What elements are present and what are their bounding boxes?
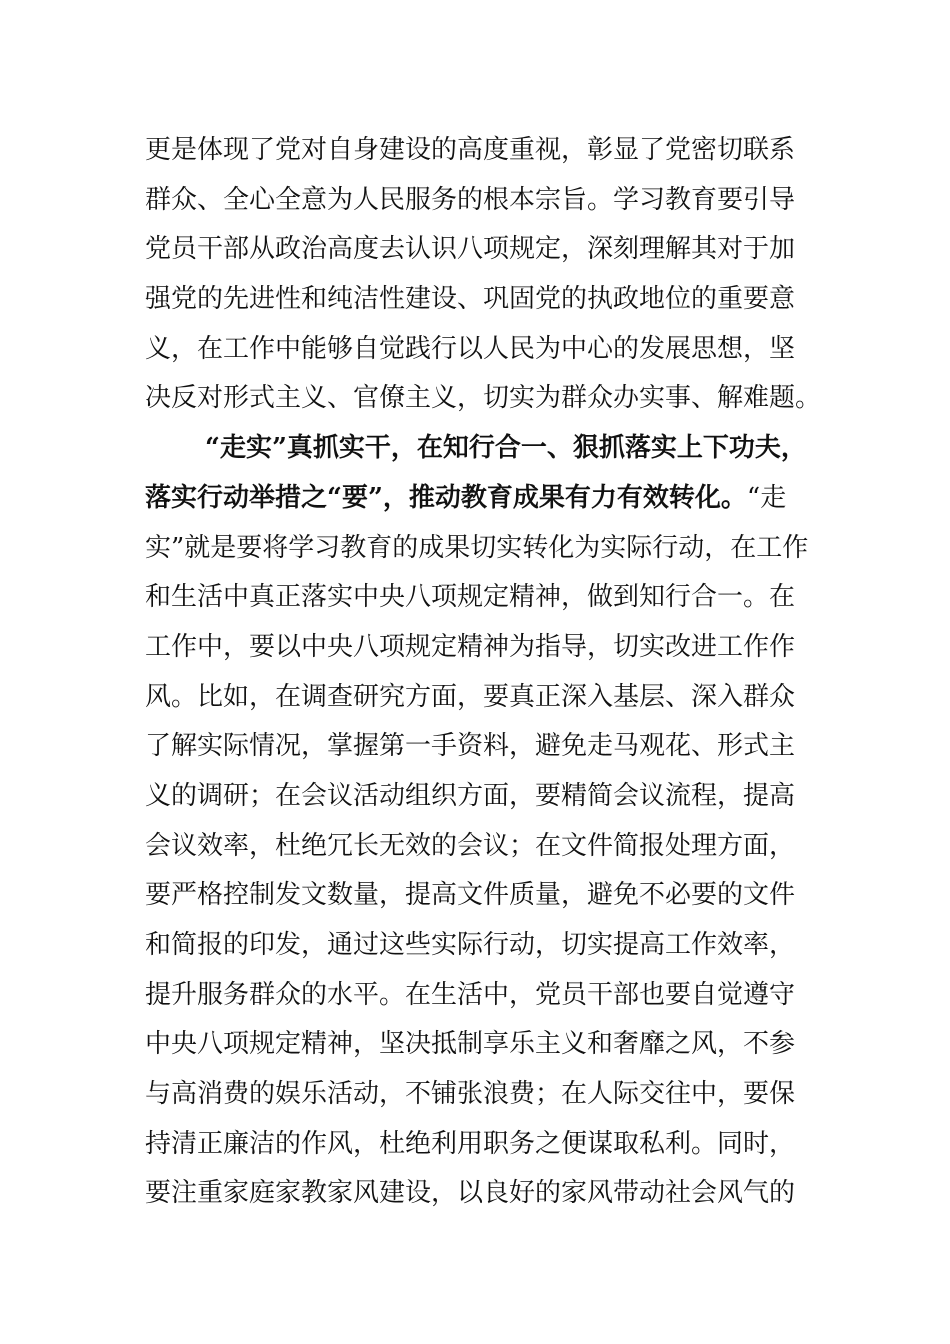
text-line: 决反对形式主义、官僚主义，切实为群众办实事、解难题。 [145, 383, 822, 414]
text-line: 风。比如，在调查研究方面，要真正深入基层、深入群众 [145, 681, 796, 712]
bold-heading-text: 落实行动举措之“要”，推动教育成果有力有效转化。 [145, 482, 747, 513]
bold-heading-text: “走实”真抓实干，在知行合一、狠抓落实上下功夫， [205, 433, 807, 464]
text-line: 与高消费的娱乐活动，不铺张浪费；在人际交往中，要保 [145, 1079, 796, 1110]
text-line: 持清正廉洁的作风，杜绝利用职务之便谋取私利。同时， [145, 1128, 796, 1159]
text-line: 会议效率，杜绝冗长无效的会议；在文件简报处理方面， [145, 830, 796, 861]
line-text: “走 [746, 482, 787, 513]
paragraph-2 [145, 424, 825, 1219]
text-line: 工作中，要以中央八项规定精神为指导，切实改进工作作 [145, 631, 796, 662]
text-line: 实”就是要将学习教育的成果切实转化为实际行动，在工作 [145, 532, 809, 563]
text-line [145, 474, 825, 524]
text-line: 了解实际情况，掌握第一手资料，避免走马观花、形式主 [145, 731, 796, 762]
text-line: 和生活中真正落实中央八项规定精神，做到知行合一。在 [145, 582, 796, 613]
text-line: 提升服务群众的水平。在生活中，党员干部也要自觉遵守 [145, 979, 796, 1010]
body-text [145, 126, 825, 1219]
text-line: 要注重家庭家教家风建设，以良好的家风带动社会风气的 [145, 1178, 796, 1209]
text-line: 党员干部从政治高度去认识八项规定，深刻理解其对于加 [145, 234, 796, 265]
text-line: 中央八项规定精神，坚决抵制享乐主义和奢靡之风，不参 [145, 1029, 796, 1060]
text-line: 义，在工作中能够自觉践行以人民为中心的发展思想，坚 [145, 333, 796, 364]
text-line: 要严格控制发文数量，提高文件质量，避免不必要的文件 [145, 880, 796, 911]
text-line: 群众、全心全意为人民服务的根本宗旨。学习教育要引导 [145, 184, 796, 215]
text-line: 义的调研；在会议活动组织方面，要精简会议流程，提高 [145, 780, 796, 811]
paragraph-1 [145, 126, 825, 424]
text-line: 和简报的印发，通过这些实际行动，切实提高工作效率， [145, 930, 796, 960]
text-line: 强党的先进性和纯洁性建设、巩固党的执政地位的重要意 [145, 284, 796, 315]
text-line [145, 424, 825, 474]
text-line: 更是体现了党对自身建设的高度重视，彰显了党密切联系 [145, 135, 796, 165]
